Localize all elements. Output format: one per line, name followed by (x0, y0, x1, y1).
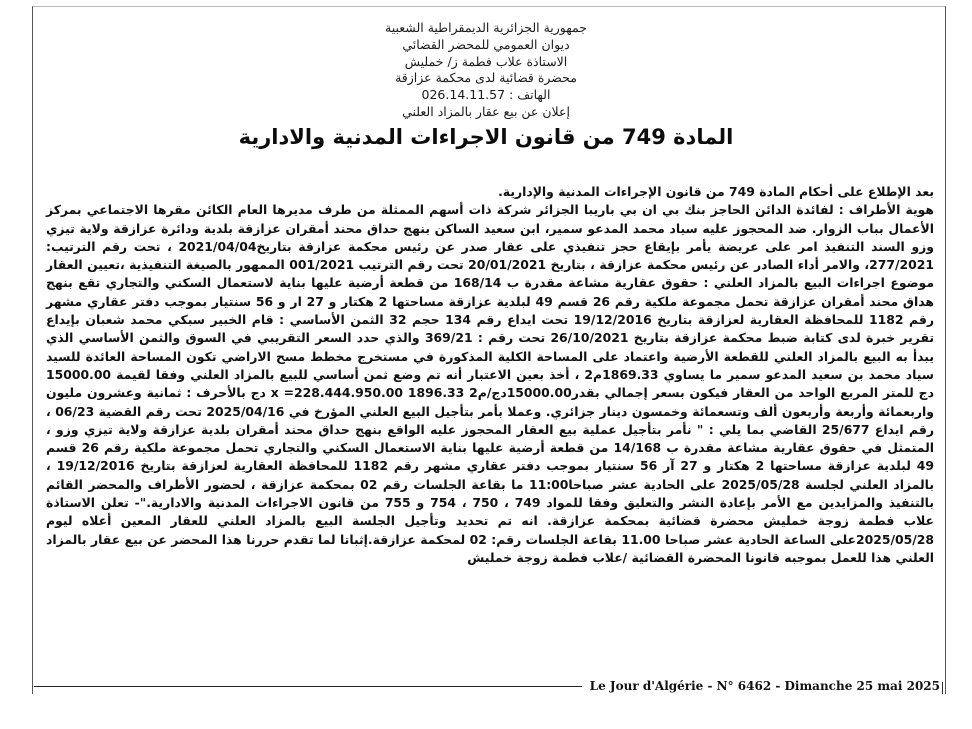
notice-header (0, 20, 972, 151)
publication-source: Le Jour d'Algérie - N° 6462 - Dimanche 25 mai 2025 (589, 679, 940, 693)
header-announcement: إعلان عن بيع عقار بالمزاد العلني (402, 103, 570, 119)
notice-title: المادة 749 من قانون الاجراءات المدنية والادارية (238, 124, 734, 149)
publication-footer (34, 676, 940, 696)
main-paragraph: هوية الأطراف : لفائدة الدائن الحاجز بنك بي ان بي باريبا الجزائر شركة ذات أسهم الممثلة من طرف مديرها العام الكائن مقرها الاجتماعي بمركز الأعمال بباب الزوار. ضد المحجوز عليه سياد محمد المدعو سمير، ابن سعيد الساكن بنهج حداق محند أمقران عزازقة بلدية ودائرة عزازقة ولاية تيزي وزو السند التنفيذ امر على عريضة يأمر بإيقاع حجز تنفيذي على عقار صدر عن رئيس محكمة عزازقة بتاريخ2021/04/04 ، تحت رقم الترتيب: 277/2021، والامر أداء الصادر عن رئيس محكمة عزازقة ، بتاريخ 20/01/2021 تحت رقم الترتيب 001/2021 الممهور بالصيغة التنفيذية ،تعيين العقار موضوع اجراءات البيع بالمزاد العلني : حقوق عقارية مشاعة مقدرة ب 168/14 من قطعة أرضية عليها بناية لاستعمال السكني والتجاري تقع بنهج هداق محند أمقران عزازقة تحمل مجموعة ملكية رقم 26 قسم 49 لبلدية عزازقة مساحتها 2 هكتار و 27 ار و 56 سنتيار بموجب دفتر عقاري مشهر رقم 1182 للمحافظة العقارية لعزازقة بتاريخ 19/12/2016 تحت ايداع رقم 134 حجم 32 الثمن الأساسي : قام الخبير سبكي محمد شعبان بإيداع تقرير خبرة لدى كتابة ضبط محكمة عزازقة بتاريخ 26/10/2021 تحت رقم : 369/21 والذي حدد السعر التقريبي في السوق والثمن الأساسي الذي يبدأ به البيع بالمزاد العلني للقطعة الأرضية واعتماد على المساحة الكلية المذكورة في مستخرج مخطط مسح الاراضي تكون المساحة العائدة للسيد سياد محمد بن سعيد المدعو سمير ما يساوي 1869.33م2 ، أخذ بعين الاعتبار أنه تم وضع ثمن أساسي للبيع بالمزاد العلني وفقا لقيمة 15000.00 دج للمتر المربع الواحد من العقار فيكون بسعر إجمالي بقدر15000.00دج/م2 1896.33 x =228.444.950.00 دج بالأحرف : ثمانية وعشرون مليون واربعمائة وأربعة وأربعون ألف وتسعمائة وخمسون دينار جزائري. وعملا بأمر بتأجيل البيع العلني المؤرخ في 2025/04/16 تحت رقم القضية 06/23 ، رقم ايداع 25/677 القاضي بما يلي : " نأمر بتأجيل عملية بيع العقار المحجوز عليه الواقع بنهج حداق محند أمقران بلدية عزازقة ولاية تيزي وزو ، المتمثل في حقوق عقارية مشاعة مقدرة ب 14/168 من قطعة أرضية عليها بناية الاستعمال السكني والتجاري تحمل مجموعة ملكية رقم 26 قسم 49 لبلدية عزازقة مساحتها 2 هكتار و 27 آر 56 سنتيار بموجب دفتر عقاري مشهر رقم 1182 للمحافظة العقارية لعزازقة بتاريخ 19/12/2016 ، بالمزاد العلني لجلسة 2025/05/28 على الحادية عشر صباحا11:00 ما بقاعة الجلسات رقم 02 بمحكمة عزازقة ، لحضور الأطراف والمحضر القائم بالتنفيذ والمزايدين مع الأمر بإعادة النشر والتعليق وفقا للمواد 749 ، 750 ، 754 و 755 من قانون الاجراءات المدنية والادارية."- تعلن الاستاذة علاب فطمة زوجة خمليش محضرة قضائية بمحكمة عزازقة. انه تم تحديد وتأجيل الجلسة البيع بالمزاد العلني للعقار المعين أعلاه ليوم 2025/05/28على الساعة الحادية عشر صباحا 11.00 بقاعة الجلسات رقم: 02 لمحكمة عزازقة.إثباتا لما تقدم حررنا هذا المحضر عن بيع عقار بالمزاد العلني هذا للعمل بموجبه قانونا المحضرة القضائية /علاب فطمة زوجة خمليش (46, 202, 935, 565)
header-phone: الهاتف : 026.14.11.57 (421, 87, 551, 103)
corner-mark (942, 682, 948, 694)
header-republic: جمهورية الجزائرية الديمقراطية الشعبية (385, 20, 587, 35)
notice-body (46, 183, 934, 567)
header-office: ديوان العمومي للمحضر القضائي (402, 36, 570, 52)
header-court: محضرة قضائية لدى محكمة عزازقة (395, 70, 577, 86)
intro-paragraph: بعد الإطلاع على أحكام المادة 749 من قانون الإجراءات المدنية والإدارية. (498, 184, 934, 199)
header-bailiff-name: الاستاذة علاب فطمة ز/ خمليش (404, 53, 568, 69)
footer-rule (34, 686, 582, 687)
